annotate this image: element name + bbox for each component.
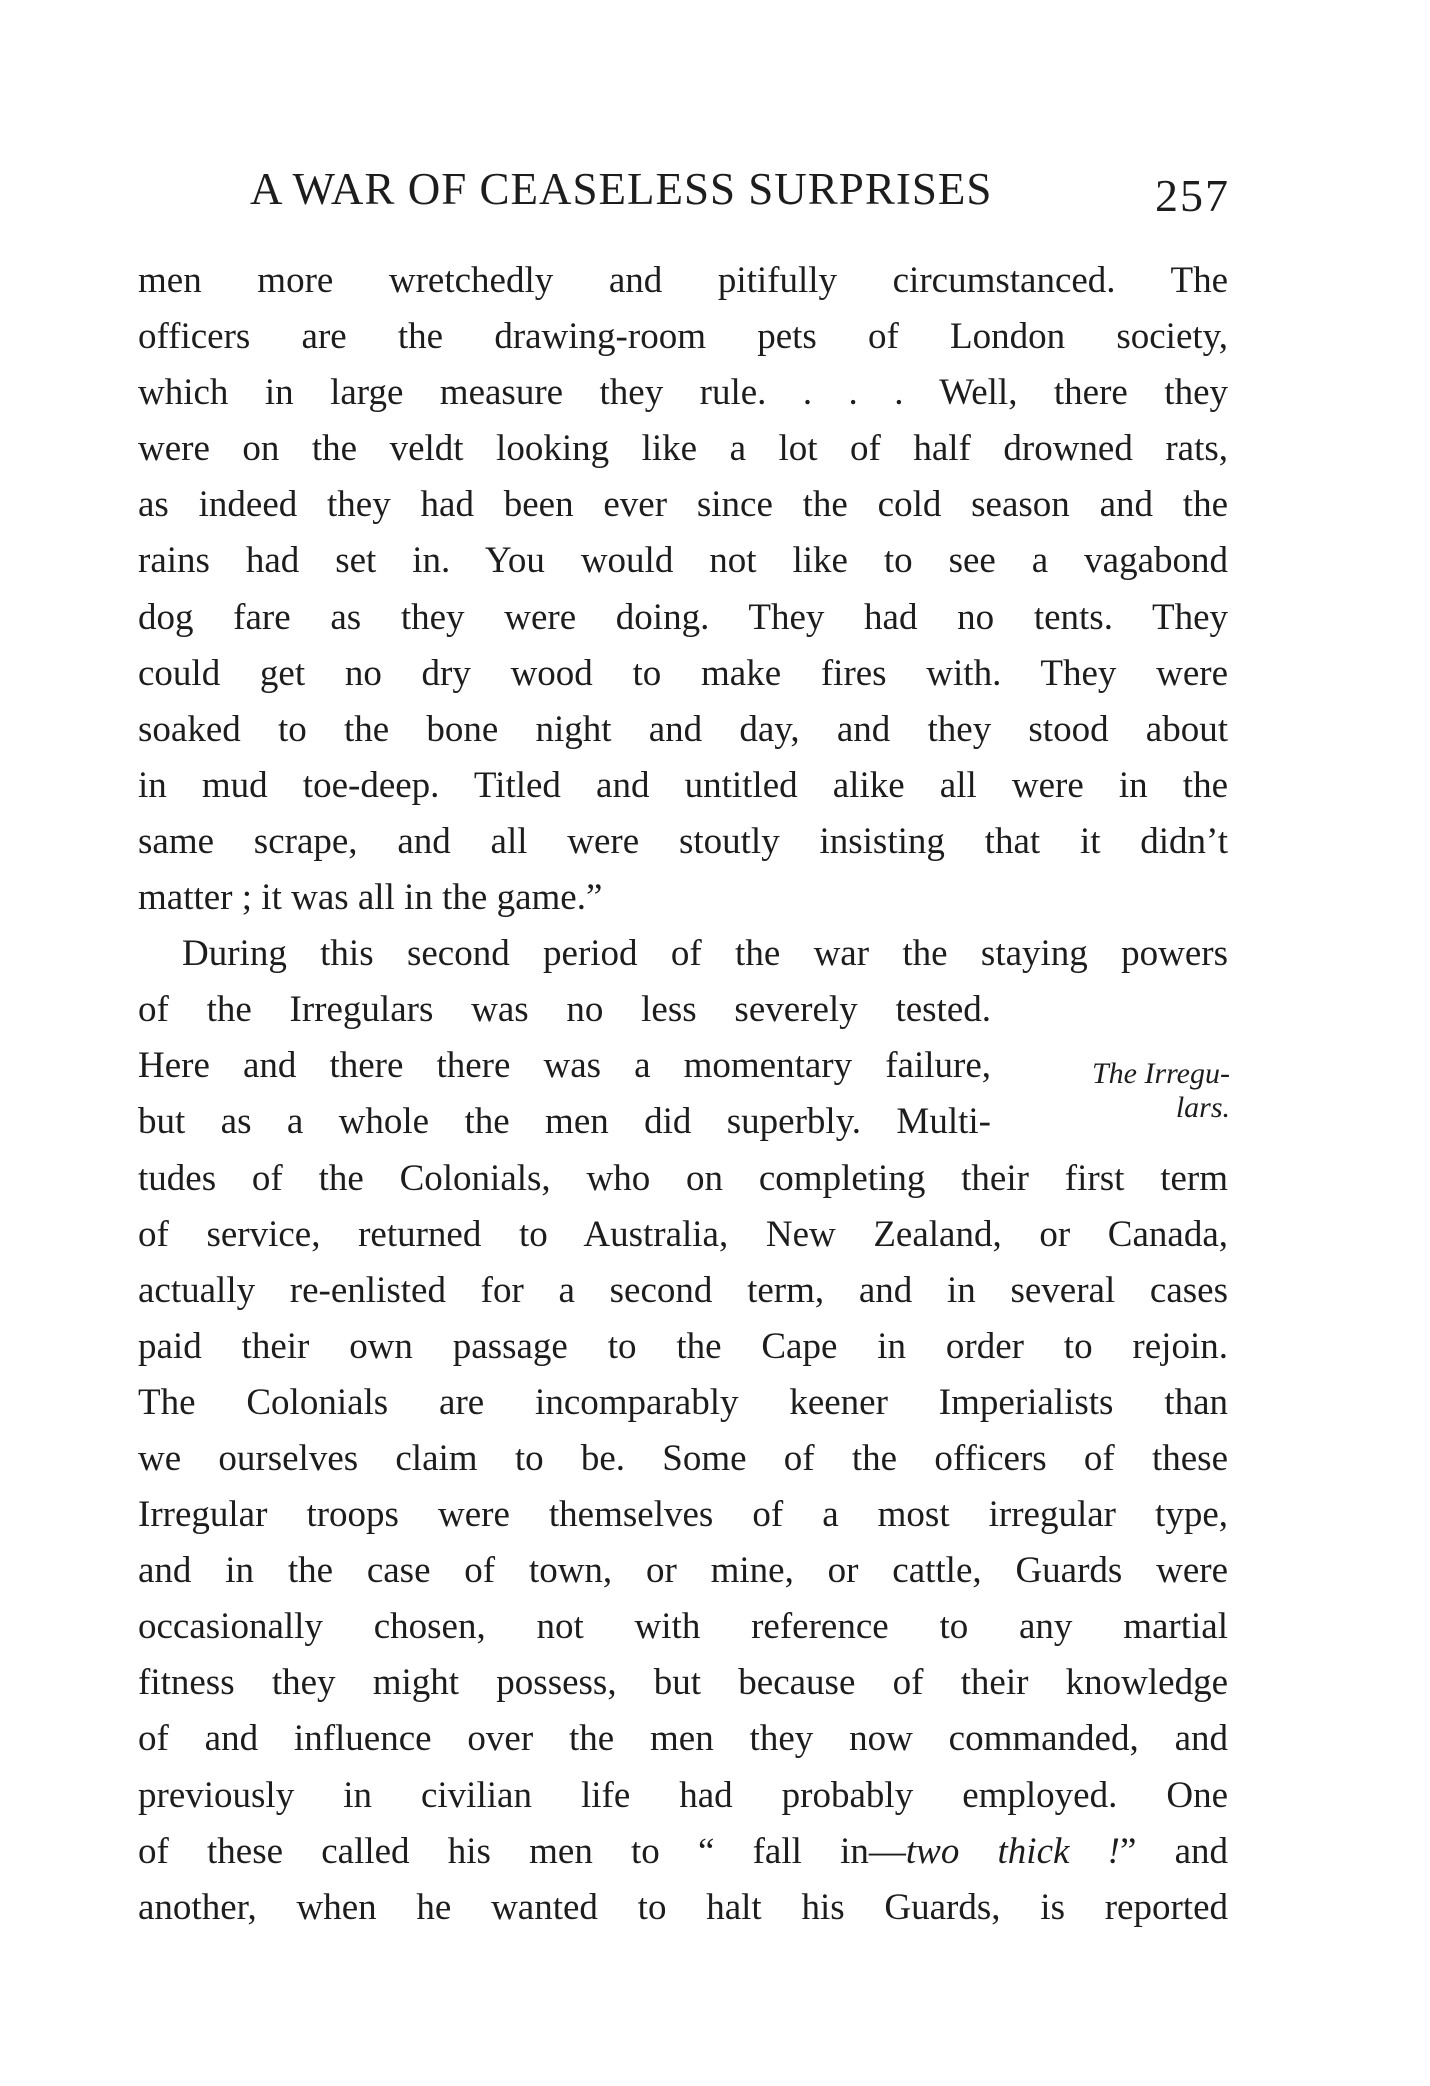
- text-line: as indeed they had been ever since the cold season and the: [138, 484, 1228, 526]
- italic-phrase: two thick !: [905, 1830, 1120, 1872]
- text-segment: of these called his men to “ fall in—: [138, 1830, 906, 1872]
- marginal-note-line: lars.: [1175, 1091, 1230, 1124]
- text-line: of the Irregulars was no less severely tested.: [138, 989, 991, 1031]
- text-line: men more wretchedly and pitifully circumstanced. The: [138, 260, 1228, 301]
- text-line: The Colonials are incomparably keener Imperialists than: [138, 1381, 1228, 1423]
- text-line: previously in civilian life had probably employed. One: [138, 1774, 1228, 1816]
- text-line: soaked to the bone night and day, and they stood about: [138, 708, 1228, 750]
- text-line: could get no dry wood to make fires with. They were: [138, 652, 1228, 694]
- text-line: Here and there there was a momentary failure,: [138, 1045, 991, 1087]
- text-line: rains had set in. You would not like to see a vagabond: [138, 540, 1228, 582]
- text-line: occasionally chosen, not with reference to any martial: [138, 1606, 1228, 1648]
- text-line: of service, returned to Australia, New Zealand, or Canada,: [138, 1213, 1228, 1255]
- text-line: of and influence over the men they now commanded, and: [138, 1718, 1228, 1760]
- text-line-with-italic: [138, 1824, 1228, 1880]
- text-line: which in large measure they rule. . . . Well, there they: [138, 372, 1228, 414]
- text-line: and in the case of town, or mine, or cattle, Guards were: [138, 1550, 1228, 1592]
- text-line: During this second period of the war the staying powers: [182, 933, 1228, 975]
- text-line: in mud toe-deep. Titled and untitled alike all were in the: [138, 764, 1228, 806]
- text-line: matter ; it was all in the game.”: [138, 877, 603, 919]
- marginal-note: [1020, 1057, 1230, 1125]
- text-line: Irregular troops were themselves of a most irregular type,: [138, 1494, 1228, 1536]
- text-line: we ourselves claim to be. Some of the officers of these: [138, 1437, 1228, 1479]
- text-line: actually re-enlisted for a second term, and in several cases: [138, 1269, 1228, 1311]
- marginal-note-line: The Irregu-: [1091, 1057, 1230, 1090]
- text-line: fitness they might possess, but because of their knowledge: [138, 1662, 1228, 1704]
- text-line: another, when he wanted to halt his Guards, is reported: [138, 1886, 1228, 1928]
- page-number: 257: [1155, 170, 1230, 221]
- text-line: dog fare as they were doing. They had no tents. They: [138, 596, 1228, 638]
- text-line: tudes of the Colonials, who on completing their first term: [138, 1157, 1228, 1199]
- running-head: [250, 163, 1230, 223]
- text-line: but as a whole the men did superbly. Multi-: [138, 1101, 991, 1143]
- text-line: officers are the drawing-room pets of London society,: [138, 316, 1228, 358]
- text-line: were on the veldt looking like a lot of half drowned rats,: [138, 428, 1228, 470]
- text-line: same scrape, and all were stoutly insisting that it didn’t: [138, 820, 1228, 862]
- running-title: A WAR OF CEASELESS SURPRISES: [250, 164, 993, 214]
- text-segment: ” and: [1119, 1830, 1228, 1872]
- text-line: paid their own passage to the Cape in order to rejoin.: [138, 1325, 1228, 1367]
